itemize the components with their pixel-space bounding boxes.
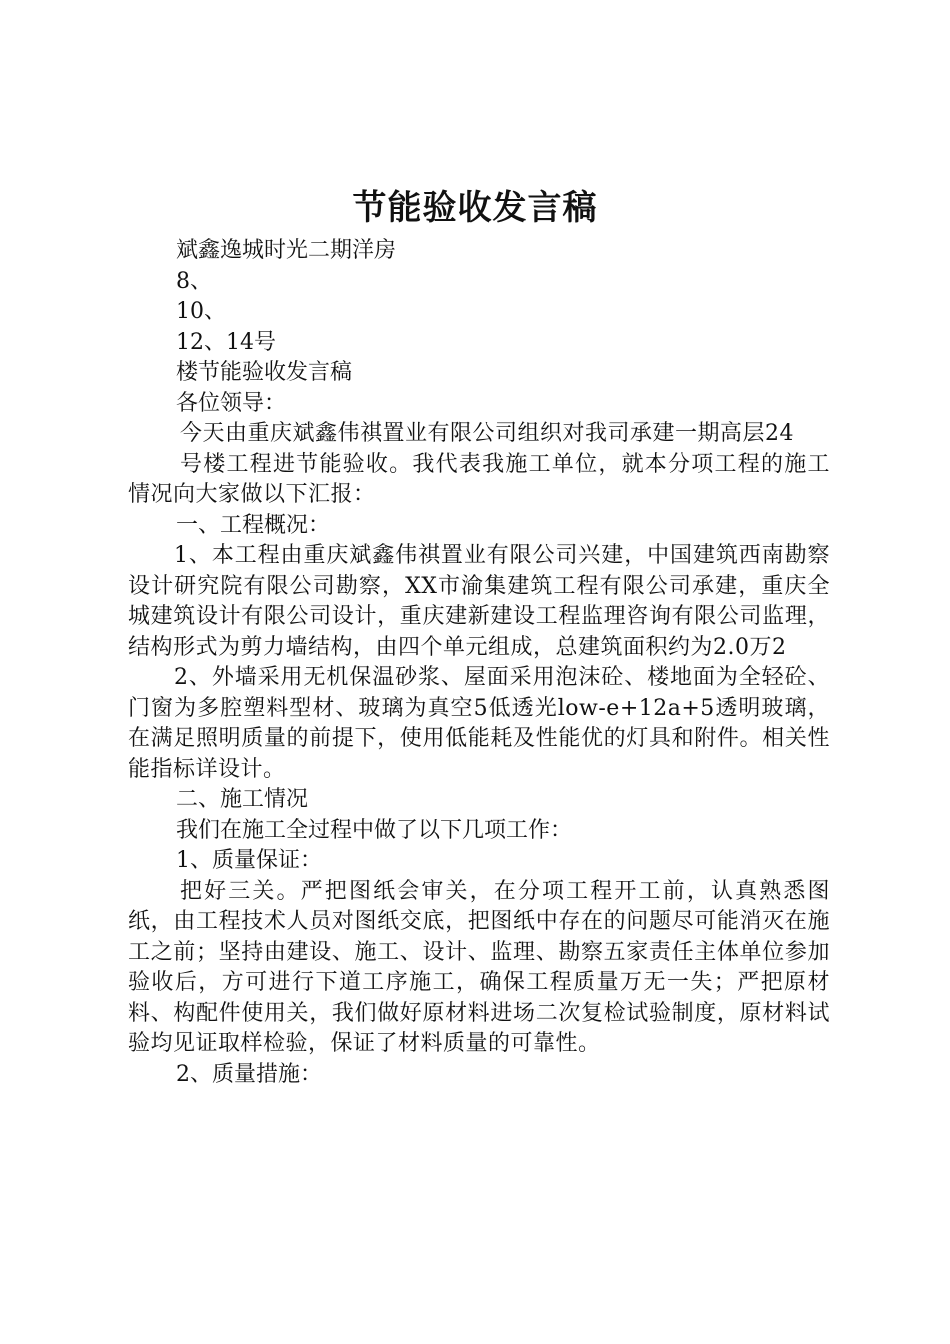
building-number-line: 12、14号 [176,329,276,355]
section-heading: 二、施工情况 [176,787,309,812]
subtitle-line: 楼节能验收发言稿 [176,360,353,385]
document-body [128,236,830,1090]
salutation: 各位领导： [176,390,287,416]
project-name-line: 斌鑫逸城时光二期洋房 [176,238,397,263]
paragraph: 今天由重庆斌鑫伟祺置业有限公司组织对我司承建一期高层24 [180,421,794,446]
building-number-line: 10、 [176,299,226,324]
subsection-heading: 1、质量保证： [176,848,322,873]
paragraph: 把好三关。严把图纸会审关，在分项工程开工前，认真熟悉图纸，由工程技术人员对图纸交底，把图纸中存在的问题尽可能消灭在施工之前；坚持由建设、施工、设计、监理、勘察五家责任主体单位参加验收后，方可进行下道工序施工，确保工程质量万无一失；严把原材料、构配件使用关，我们做好原材料进场二次复检试验制度，原材料试验均见证取样检验，保证了材料质量的可靠性。 [128,878,830,1056]
building-number-line: 8、 [176,268,212,294]
paragraph: 1、本工程由重庆斌鑫伟祺置业有限公司兴建，中国建筑西南勘察设计研究院有限公司勘察，XX市渝集建筑工程有限公司承建，重庆全城建筑设计有限公司设计，重庆建新建设工程监理咨询有限公司监理，结构形式为剪力墙结构，由四个单元组成，总建筑面积约为2.0万2 [128,543,830,660]
subsection-heading: 2、质量措施： [176,1061,322,1087]
paragraph: 2、外墙采用无机保温砂浆、屋面采用泡沫砼、楼地面为全轻砼、门窗为多腔塑料型材、玻璃为真空5低透光low-e+12a+5透明玻璃，在满足照明质量的前提下，使用低能耗及性能优的灯具和附件。相关性能指标详设计。 [128,665,830,782]
section-heading: 一、工程概况： [176,512,331,538]
paragraph: 我们在施工全过程中做了以下几项工作： [176,817,573,843]
paragraph: 号楼工程进节能验收。我代表我施工单位，就本分项工程的施工情况向大家做以下汇报： [128,451,830,507]
document-title: 节能验收发言稿 [352,188,598,228]
